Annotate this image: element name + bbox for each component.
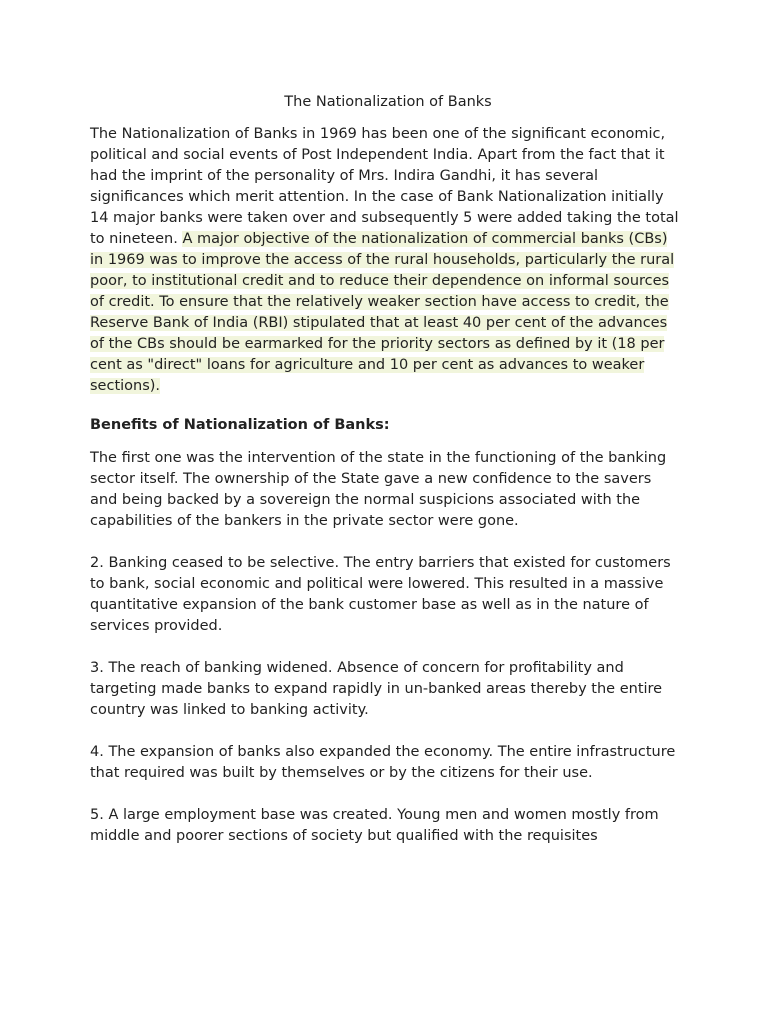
benefits-heading: Benefits of Nationalization of Banks: [90, 417, 390, 433]
document-title: The Nationalization of Banks [284, 94, 492, 110]
benefit-paragraph-5: 5. A large employment base was created. Young men and women mostly from middle and poorer sections of society but qualified with the requisites [90, 807, 659, 844]
paragraph-gap [90, 532, 680, 553]
paragraph-gap [90, 784, 680, 805]
intro-text: The Nationalization of Banks in 1969 has been one of the significant economic, political and social events of Post Independent India. Apart from the fact that it had the imprint of the personality of Mrs. Indira Gandhi, it has several significances which merit attention. In the case of Bank Nationalization initially 14 major banks were taken over and subsequently 5 were added taking the total to nineteen. [90, 126, 679, 247]
intro-paragraph [90, 124, 680, 397]
document-page [90, 92, 680, 847]
highlighted-text: A major objective of the nationalization of commercial banks (CBs) in 1969 was to improve the access of the rural households, particularly the rural poor, to institutional credit and to reduce their dependence on informal sources of credit. To ensure that the relatively weaker section have access to credit, the Reserve Bank of India (RBI) stipulated that at least 40 per cent of the advances of the CBs should be earmarked for the priority sectors as defined by it (18 per cent as "direct" loans for agriculture and 10 per cent as advances to weaker sections). [90, 231, 675, 394]
benefit-paragraph-3: 3. The reach of banking widened. Absence of concern for profitability and targeting made banks to expand rapidly in un-banked areas thereby the entire country was linked to banking activity. [90, 660, 663, 718]
paragraph-gap [90, 721, 680, 742]
benefit-paragraph-4: 4. The expansion of banks also expanded the economy. The entire infrastructure that required was built by themselves or by the citizens for their use. [90, 744, 676, 781]
benefit-paragraph-1: The first one was the intervention of the state in the functioning of the banking sector itself. The ownership of the State gave a new confidence to the savers and being backed by a sovereign the normal suspicions associated with the capabilities of the bankers in the private sector were gone. [90, 450, 667, 529]
benefit-paragraph-2: 2. Banking ceased to be selective. The entry barriers that existed for customers to bank, social economic and political were lowered. This resulted in a massive quantitative expansion of the bank customer base as well as in the nature of services provided. [90, 555, 671, 634]
paragraph-gap [90, 637, 680, 658]
